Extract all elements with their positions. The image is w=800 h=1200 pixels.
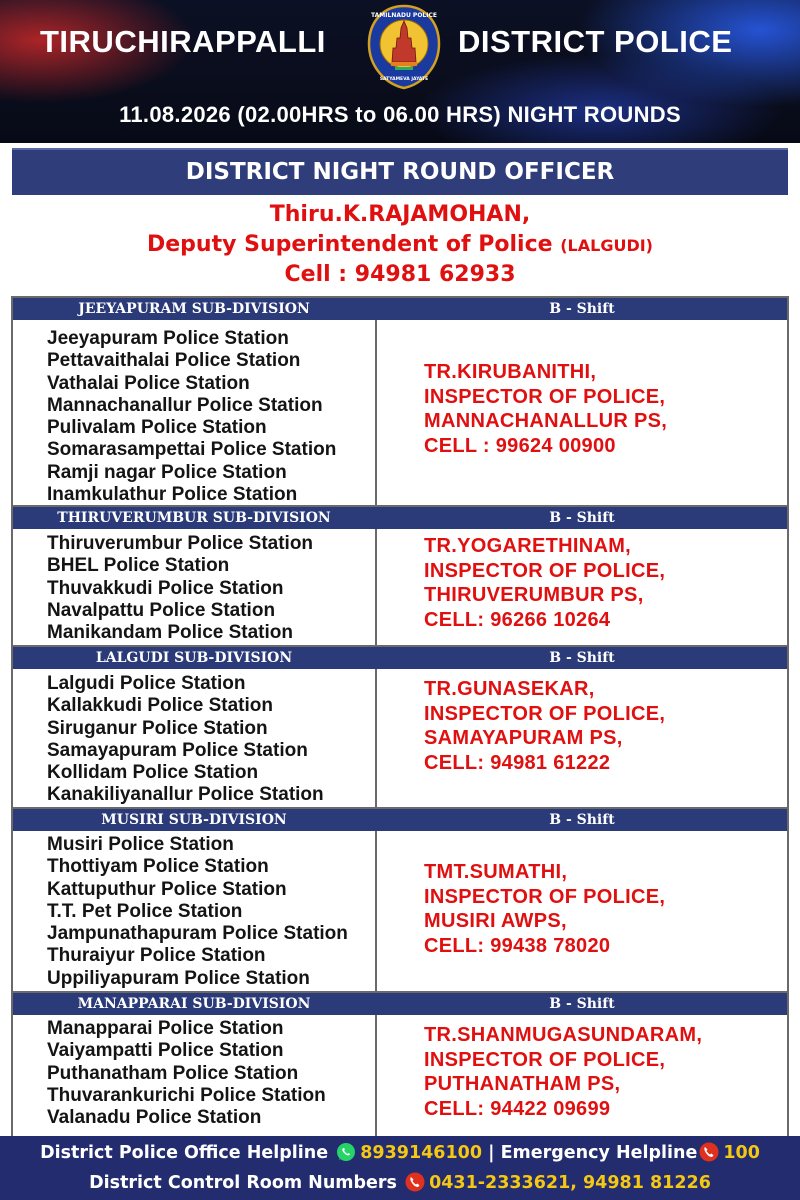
officer-name: Thiru.K.RAJAMOHAN, [269,202,531,227]
shift-label: B - Shift [549,996,615,1012]
inspector-details [424,1023,702,1121]
station-item: Musiri Police Station [47,834,234,855]
inspector-details [424,860,665,958]
header [0,0,800,143]
sub-division-name: JEEYAPURAM SUB-DIVISION [78,301,310,317]
inspector-station: SAMAYAPURAM PS, [424,727,623,749]
inspector-designation: INSPECTOR OF POLICE, [424,702,666,725]
officer-designation [0,232,800,257]
control-room-numbers[interactable]: 0431-2333621, 94981 81226 [429,1173,711,1193]
phone-icon [699,1142,719,1162]
station-list [47,834,348,990]
inspector-name: TMT.SUMATHI, [424,861,568,883]
inspector-name: TR.SHANMUGASUNDARAM, [424,1024,703,1046]
footer-control-room [0,1172,800,1193]
emergency-number[interactable]: 100 [723,1143,760,1163]
whatsapp-icon [336,1142,356,1162]
station-item: Thuraiyur Police Station [47,945,266,967]
inspector-designation: INSPECTOR OF POLICE, [424,385,666,408]
sub-division-jeeyapuram [13,298,787,507]
officer-designation-text: Deputy Superintendent of Police [146,232,553,257]
section-header [13,809,787,831]
station-item: BHEL Police Station [47,555,230,577]
sub-division-lalgudi [13,647,787,809]
banner-label: DISTRICT NIGHT ROUND OFFICER [185,159,615,185]
station-list [47,673,324,807]
section-header [13,647,787,669]
station-list [47,328,336,506]
station-item: Ramji nagar Police Station [47,461,287,483]
shift-label: B - Shift [549,812,615,828]
inspector-name: TR.GUNASEKAR, [424,678,595,700]
inspector-details [424,677,665,775]
station-item: Uppiliyapuram Police Station [47,967,310,989]
phone-icon [405,1172,425,1192]
police-emblem-icon [367,4,441,90]
station-item: Thottiyam Police Station [47,856,269,878]
station-item: Thuvakkudi Police Station [47,577,284,599]
shift-label: B - Shift [549,650,615,666]
station-item: Pettavaithalai Police Station [47,350,301,372]
inspector-station: MUSIRI AWPS, [424,910,567,932]
sub-division-thiruverumbur [13,507,787,647]
inspector-cell: CELL: 96266 10264 [424,608,611,631]
station-item: Mannachanallur Police Station [47,394,323,416]
inspector-cell: CELL : 99624 00900 [424,434,616,457]
shift-label: B - Shift [549,510,615,526]
station-item: Jeeyapuram Police Station [47,328,289,349]
inspector-name: TR.YOGARETHINAM, [424,535,632,557]
station-item: Kollidam Police Station [47,762,259,784]
station-item: Kanakiliyanallur Police Station [47,784,324,806]
station-list [47,1018,326,1129]
inspector-designation: INSPECTOR OF POLICE, [424,559,666,582]
station-item: Vathalai Police Station [47,372,250,394]
station-item: Puthanatham Police Station [47,1062,299,1084]
emblem-top-text: TAMILNADU POLICE [371,12,437,19]
station-item: Kattuputhur Police Station [47,878,287,900]
inspector-station: THIRUVERUMBUR PS, [424,584,644,606]
inspector-station: PUTHANATHAM PS, [424,1073,621,1095]
station-item: Kallakkudi Police Station [47,695,273,717]
section-header [13,507,787,529]
night-round-banner [12,148,788,195]
separator: | [488,1143,495,1163]
helpline-label: District Police Office Helpline [40,1143,329,1163]
station-item: Navalpattu Police Station [47,599,276,621]
emergency-label: Emergency Helpline [500,1143,698,1163]
sub-division-name: MUSIRI SUB-DIVISION [101,812,287,828]
inspector-designation: INSPECTOR OF POLICE, [424,1048,666,1071]
station-item: T.T. Pet Police Station [47,900,243,922]
station-item: Vaiyampatti Police Station [47,1040,284,1062]
station-item: Thuvarankurichi Police Station [47,1084,326,1106]
inspector-cell: CELL: 94422 09699 [424,1097,611,1120]
station-item: Somarasampettai Police Station [47,439,337,461]
station-item: Siruganur Police Station [47,717,268,739]
inspector-designation: INSPECTOR OF POLICE, [424,885,666,908]
station-item: Valanadu Police Station [47,1107,262,1129]
inspector-details [424,360,667,458]
section-header [13,993,787,1015]
header-title-left: TIRUCHIRAPPALLI [40,24,326,59]
station-item: Inamkulathur Police Station [47,484,298,506]
sub-division-name: MANAPPARAI SUB-DIVISION [77,996,311,1012]
footer [0,1136,800,1200]
station-list [47,533,313,644]
inspector-cell: CELL: 99438 78020 [424,934,611,957]
station-item: Lalgudi Police Station [47,673,246,694]
sub-division-name: THIRUVERUMBUR SUB-DIVISION [57,510,331,526]
emblem-bottom-text: SATYAMEVA JAYATE [379,77,429,82]
sub-division-manapparai [13,993,787,1136]
section-header [13,298,787,320]
inspector-cell: CELL: 94981 61222 [424,751,611,774]
station-item: Samayapuram Police Station [47,739,308,761]
helpline-number[interactable]: 8939146100 [360,1143,482,1163]
shift-label: B - Shift [549,301,615,317]
inspector-name: TR.KIRUBANITHI, [424,361,597,383]
control-room-label: District Control Room Numbers [89,1173,397,1193]
station-item: Thiruverumbur Police Station [47,533,314,554]
sub-division-musiri [13,809,787,993]
inspector-station: MANNACHANALLUR PS, [424,410,668,432]
station-item: Jampunathapuram Police Station [47,923,348,945]
station-item: Manapparai Police Station [47,1018,284,1039]
station-item: Pulivalam Police Station [47,417,267,439]
footer-helplines [0,1142,800,1163]
sub-division-name: LALGUDI SUB-DIVISION [95,650,293,666]
header-subtitle: 11.08.2026 (02.00HRS to 06.00 HRS) NIGHT ROUNDS [119,102,681,127]
header-title-right: DISTRICT POLICE [458,24,733,59]
station-item: Manikandam Police Station [47,622,293,644]
sub-division-table [11,296,789,1138]
inspector-details [424,534,665,632]
officer-cell: Cell : 94981 62933 [284,262,516,287]
officer-designation-suffix: (LALGUDI) [560,236,653,255]
